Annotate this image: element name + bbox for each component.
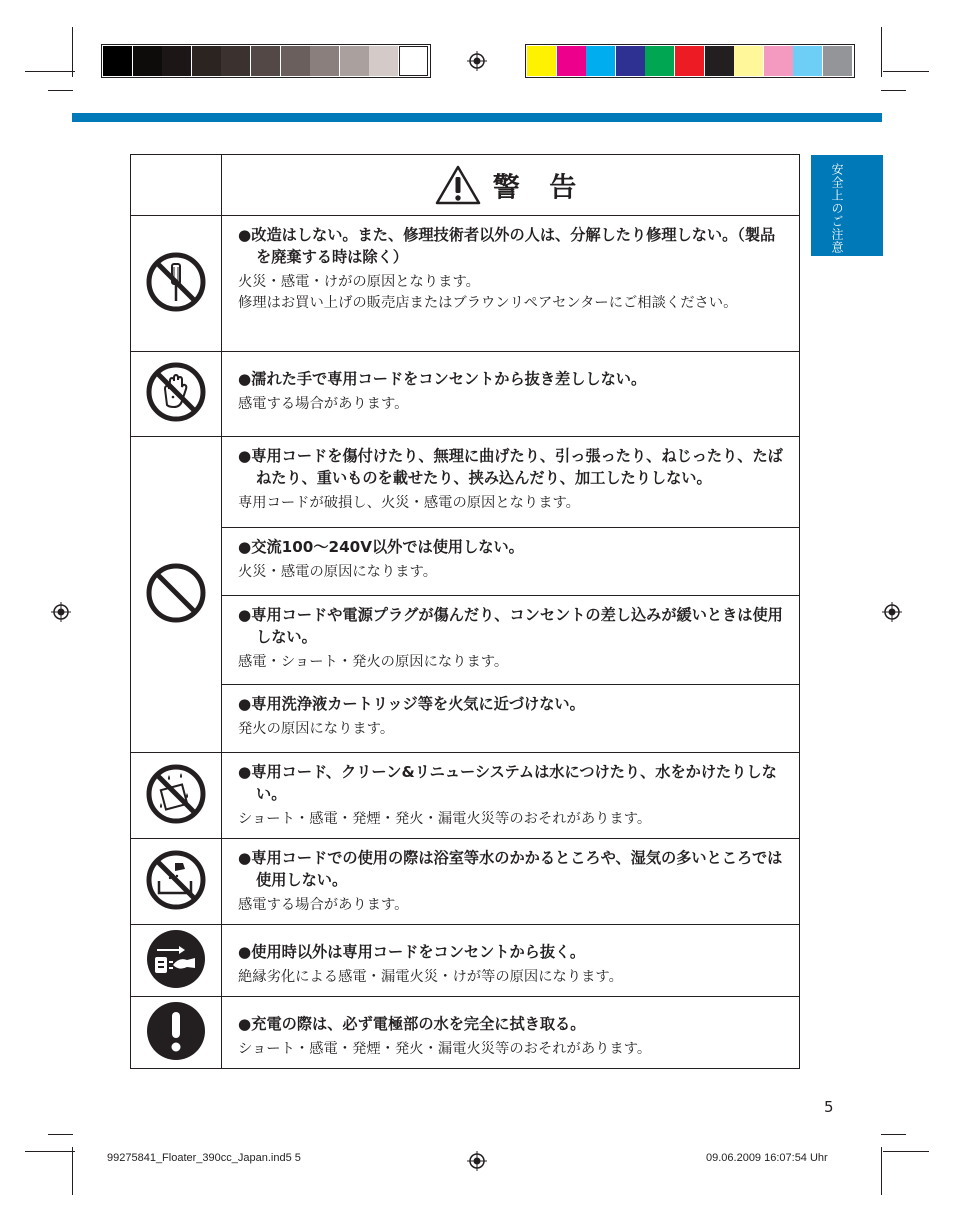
warning-text-cell xyxy=(222,352,800,437)
warning-row xyxy=(131,839,800,925)
warning-row xyxy=(131,437,800,528)
no-bathroom-icon xyxy=(145,849,207,911)
unplug-icon xyxy=(145,928,207,990)
warning-icon-cell xyxy=(131,753,222,839)
warning-row xyxy=(131,216,800,352)
warning-note: 修理はお買い上げの販売店またはブラウンリペアセンターにご相談ください。 xyxy=(238,295,738,311)
print-slug-timestamp: 09.06.2009 16:07:54 Uhr xyxy=(706,1152,828,1164)
warning-note: 絶縁劣化による感電・漏電火災・けが等の原因になります。 xyxy=(238,969,623,985)
warning-icon-cell xyxy=(131,437,222,753)
warning-note: 感電・ショート・発火の原因になります。 xyxy=(238,654,509,670)
warning-statement: ●専用コード、クリーン&リニューシステムは水につけたり、水をかけたりしない。 xyxy=(238,763,777,803)
warning-statement: ●専用コードでの使用の際は浴室等水のかかるところや、湿気の多いところでは使用しない。 xyxy=(238,849,783,889)
warning-text-cell xyxy=(222,528,800,596)
warning-icon-cell xyxy=(131,997,222,1069)
section-tab-label: 安全上のご注意 xyxy=(830,163,844,254)
warning-statement: ●専用コードを傷付けたり、無理に曲げたり、引っ張ったり、ねじったり、たばねたり、重いものを載せたり、挟み込んだり、加工したりしない。 xyxy=(238,447,783,487)
warning-row xyxy=(131,753,800,839)
table-header-row xyxy=(131,155,800,216)
warning-row xyxy=(131,596,800,685)
color-bar-frame xyxy=(101,44,431,78)
registration-mark-icon xyxy=(882,602,902,622)
warning-note: 火災・感電の原因になります。 xyxy=(238,564,438,580)
color-bar-frame xyxy=(525,44,855,78)
warning-statement: ●濡れた手で専用コードをコンセントから抜き差ししない。 xyxy=(238,370,647,388)
header-rule xyxy=(72,113,882,122)
warning-row xyxy=(131,685,800,753)
warning-title: 警 告 xyxy=(492,172,587,204)
warning-note: 感電する場合があります。 xyxy=(238,396,409,412)
warning-statement: ●充電の際は、必ず電極部の水を完全に拭き取る。 xyxy=(238,1015,586,1033)
warning-heading xyxy=(222,155,800,216)
warning-note: 火災・感電・けがの原因となります。 xyxy=(238,274,480,290)
warning-icon-cell xyxy=(131,839,222,925)
warning-statement: ●専用洗浄液カートリッジ等を火気に近づけない。 xyxy=(238,695,585,713)
warning-statement: ●改造はしない。また、修理技術者以外の人は、分解したり修理しない。（製品を廃棄する時は除く） xyxy=(238,226,776,266)
registration-mark-icon xyxy=(467,51,487,71)
warning-text-cell xyxy=(222,753,800,839)
warning-note: 発火の原因になります。 xyxy=(238,721,395,737)
warning-note: ショート・感電・発煙・発火・漏電火災等のおそれがあります。 xyxy=(238,1041,652,1057)
warning-text-cell xyxy=(222,685,800,753)
warning-text-cell xyxy=(222,216,800,352)
section-tab xyxy=(811,155,883,256)
registration-mark-icon xyxy=(51,602,71,622)
warning-text-cell xyxy=(222,997,800,1069)
warning-statement: ●交流100〜240V以外では使用しない。 xyxy=(238,538,524,556)
warning-text-cell xyxy=(222,596,800,685)
warning-row xyxy=(131,528,800,596)
warning-note: 専用コードが破損し、火災・感電の原因となります。 xyxy=(238,495,580,511)
warning-note: 感電する場合があります。 xyxy=(238,897,409,913)
warning-statement: ●専用コードや電源プラグが傷んだり、コンセントの差し込みが緩いときは使用しない。 xyxy=(238,606,783,646)
warning-text-cell xyxy=(222,925,800,997)
page-number: 5 xyxy=(824,1098,834,1116)
prohibited-icon xyxy=(145,562,207,624)
warning-statement: ●使用時以外は専用コードをコンセントから抜く。 xyxy=(238,943,586,961)
warning-note: ショート・感電・発煙・発火・漏電火災等のおそれがあります。 xyxy=(238,811,652,827)
warning-icon-cell xyxy=(131,925,222,997)
warning-triangle-icon xyxy=(435,165,481,205)
warning-row xyxy=(131,352,800,437)
no-water-contact-icon xyxy=(145,763,207,825)
no-disassembly-icon xyxy=(145,251,207,313)
header-empty-cell xyxy=(131,155,222,216)
print-slug-filename: 99275841_Floater_390cc_Japan.ind5 5 xyxy=(107,1152,301,1164)
warning-icon-cell xyxy=(131,216,222,352)
warning-icon-cell xyxy=(131,352,222,437)
warning-row xyxy=(131,997,800,1069)
warning-row xyxy=(131,925,800,997)
no-wet-hands-icon xyxy=(145,361,207,423)
warning-table xyxy=(130,154,800,1069)
registration-mark-icon xyxy=(467,1151,487,1171)
warning-text-cell xyxy=(222,839,800,925)
mandatory-exclamation-icon xyxy=(145,1000,207,1062)
warning-text-cell xyxy=(222,437,800,528)
